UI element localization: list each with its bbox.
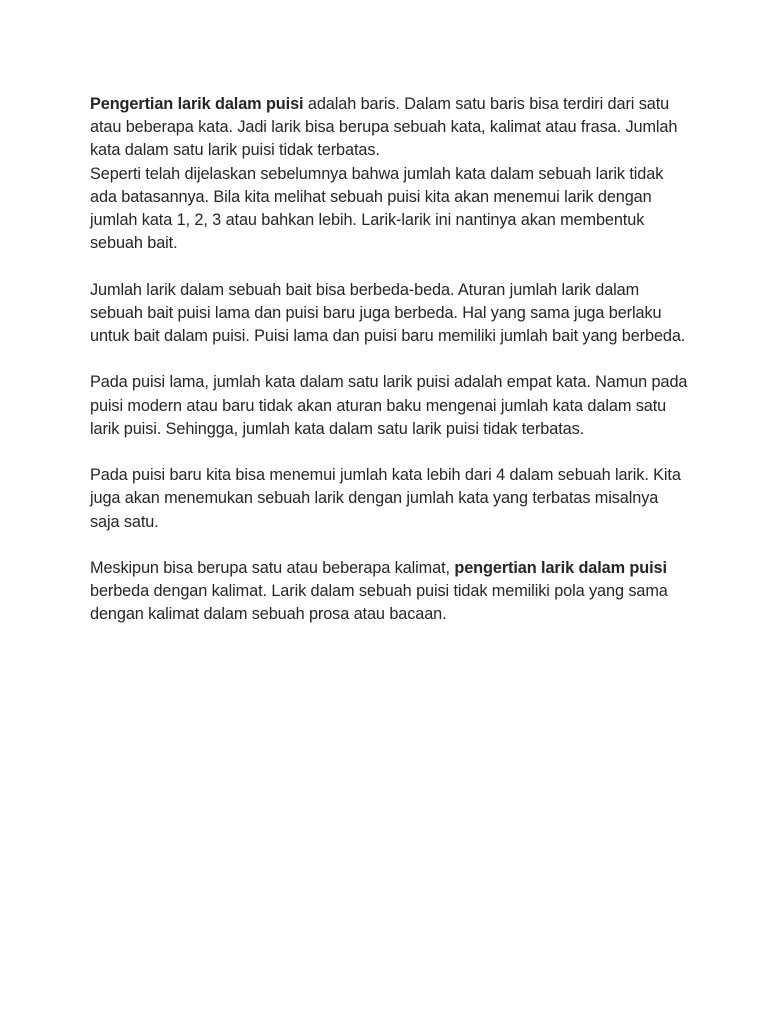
paragraph-1-text: adalah baris. Dalam satu baris bisa terdiri dari satu atau beberapa kata. Jadi larik bisa berupa sebuah kata, kalimat atau frasa. Jumlah kata dalam satu larik puisi tidak terbatas.: [90, 95, 678, 160]
paragraph-4: Pada puisi baru kita bisa menemui jumlah kata lebih dari 4 dalam sebuah larik. Kita juga akan menemukan sebuah larik dengan jumlah kata yang terbatas misalnya saja satu.: [90, 466, 681, 531]
bold-term: pengertian larik dalam puisi: [454, 559, 667, 577]
paragraph-2: Jumlah larik dalam sebuah bait bisa berbeda-beda. Aturan jumlah larik dalam sebuah bait puisi lama dan puisi baru juga berbeda. Hal yang sama juga berlaku untuk bait dalam puisi. Puisi lama dan puisi baru memiliki jumlah bait yang berbeda.: [90, 280, 686, 346]
paragraph-5-text-end: berbeda dengan kalimat. Larik dalam sebuah puisi tidak memiliki pola yang sama dengan kalimat dalam sebuah prosa atau bacaan.: [90, 582, 668, 624]
paragraph-5-text-start: Meskipun bisa berupa satu atau beberapa kalimat,: [90, 559, 455, 577]
paragraph-1-continuation: Seperti telah dijelaskan sebelumnya bahwa jumlah kata dalam sebuah larik tidak ada batasannya. Bila kita melihat sebuah puisi kita akan menemui larik dengan jumlah kata 1, 2, 3 atau bahkan lebih. Larik-larik ini nantinya akan membentuk sebuah bait.: [90, 164, 664, 253]
paragraph-5: [90, 557, 690, 627]
paragraph-1: [90, 93, 690, 255]
bold-term: Pengertian larik dalam puisi: [90, 95, 304, 113]
paragraph-3: Pada puisi lama, jumlah kata dalam satu larik puisi adalah empat kata. Namun pada puisi modern atau baru tidak akan aturan baku mengenai jumlah kata dalam satu larik puisi. Sehingga, jumlah kata dalam satu larik puisi tidak terbatas.: [90, 373, 688, 438]
document-body: [90, 93, 690, 650]
